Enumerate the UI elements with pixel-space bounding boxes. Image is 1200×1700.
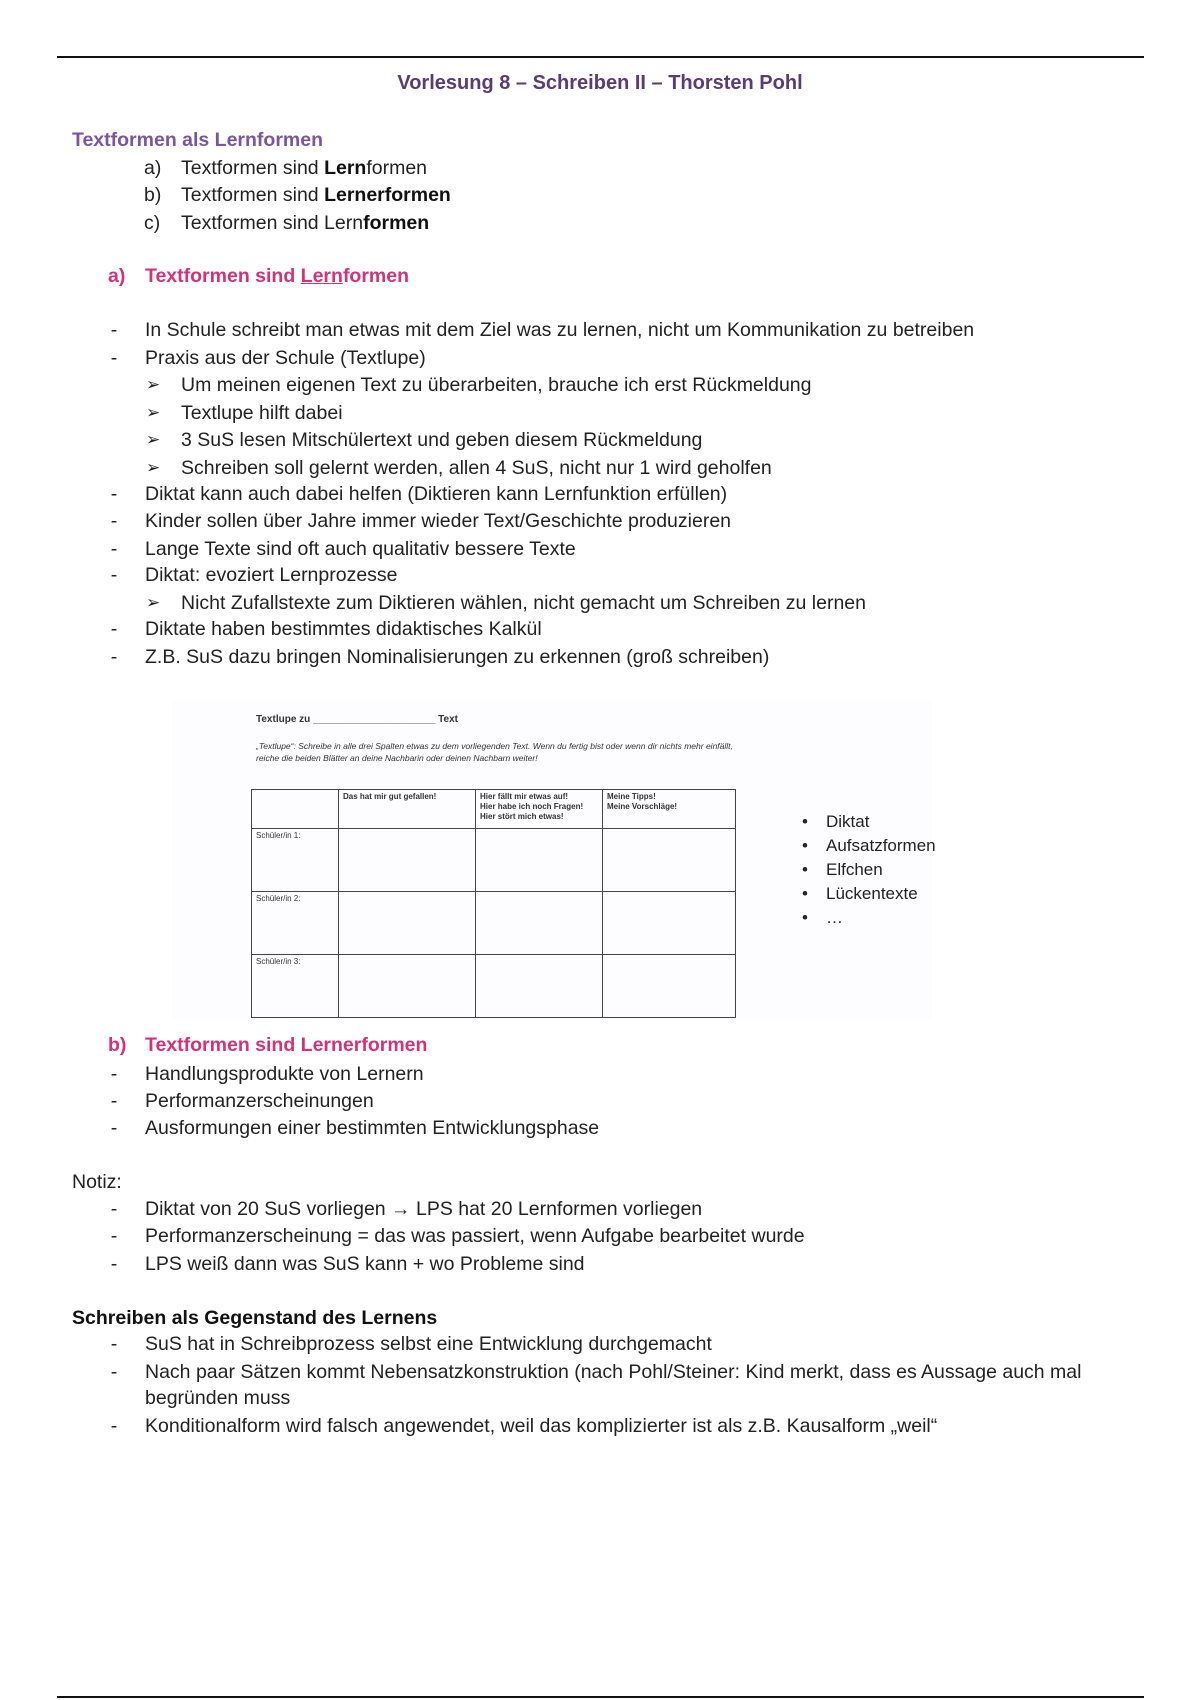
sub-bullet-text: Schreiben soll gelernt werden, allen 4 SuS, nicht nur 1 wird geholfen (181, 457, 772, 479)
bullet-dash: - (110, 1117, 118, 1139)
bullet-dot-icon: • (802, 860, 808, 879)
bullet-dash: - (110, 347, 118, 369)
row-label: Schüler/in 2: (252, 892, 339, 955)
page-title: Vorlesung 8 – Schreiben II – Thorsten Pohl (397, 72, 803, 94)
bullet-dash: - (110, 1198, 118, 1220)
bullet-text: Ausformungen einer bestimmten Entwicklungsphase (145, 1117, 600, 1139)
table-cell (476, 955, 603, 1018)
bullet-dot-icon: • (802, 908, 808, 927)
table-cell (476, 829, 603, 892)
bullet-dash: - (110, 1253, 118, 1275)
table-row (252, 892, 736, 955)
bullet-dash: - (110, 319, 118, 341)
arrow-bullet-icon: ➢ (146, 403, 161, 422)
bullet-text: Diktat: evoziert Lernprozesse (145, 564, 398, 586)
bullet-dash: - (110, 1415, 118, 1437)
list-item: • Aufsatzformen (802, 834, 936, 858)
table-cell (476, 892, 603, 955)
table-header-cell: Das hat mir gut gefallen! (339, 790, 476, 829)
bullet-dash: - (110, 1333, 118, 1355)
sub-bullet-text: 3 SuS lesen Mitschülertext und geben diesem Rückmeldung (181, 429, 703, 451)
intro-heading: Textformen als Lernformen (72, 129, 324, 151)
bullet-dash: - (110, 1225, 118, 1247)
bullet-text: Performanzerscheinung = das was passiert, wenn Aufgabe bearbeitet wurde (145, 1225, 805, 1247)
row-label: Schüler/in 3: (252, 955, 339, 1018)
arrow-bullet-icon: ➢ (146, 430, 161, 449)
bullet-text: Kinder sollen über Jahre immer wieder Text/Geschichte produzieren (145, 510, 732, 532)
bullet-text: SuS hat in Schreibprozess selbst eine Entwicklung durchgemacht (145, 1333, 712, 1355)
bullet-dash: - (110, 1361, 118, 1383)
intro-item-label: a) (144, 157, 162, 179)
section-b-heading: Textformen sind Lernerformen (145, 1034, 428, 1056)
intro-item-text: Textformen sind Lernerformen (181, 184, 451, 206)
table-header-cell: Meine Tipps! Meine Vorschläge! (603, 790, 736, 829)
intro-item-label: c) (144, 212, 161, 234)
bullet-dash: - (110, 646, 118, 668)
bullet-text: Diktate haben bestimmtes didaktisches Kalkül (145, 618, 542, 640)
table-cell (603, 892, 736, 955)
bullet-text: LPS weiß dann was SuS kann + wo Probleme sind (145, 1253, 585, 1275)
bullet-text: Nach paar Sätzen kommt Nebensatzkonstruktion (nach Pohl/Steiner: Kind merkt, dass es Aussage auch mal (145, 1361, 1082, 1383)
textlupe-table (251, 789, 736, 1018)
intro-item-text: Textformen sind Lernformen (181, 212, 430, 234)
table-row (252, 829, 736, 892)
bullet-text: Z.B. SuS dazu bringen Nominalisierungen zu erkennen (groß schreiben) (145, 646, 770, 668)
bullet-text: Konditionalform wird falsch angewendet, weil das komplizierter ist als z.B. Kausalform „weil“ (145, 1415, 938, 1437)
table-cell (339, 955, 476, 1018)
table-cell (339, 892, 476, 955)
schreiben-heading: Schreiben als Gegenstand des Lernens (72, 1307, 438, 1329)
bullet-dash: - (110, 1090, 118, 1112)
list-item: • Diktat (802, 810, 936, 834)
row-label: Schüler/in 1: (252, 829, 339, 892)
bullet-text: Praxis aus der Schule (Textlupe) (145, 347, 426, 369)
intro-item-c (144, 211, 430, 235)
table-cell (339, 829, 476, 892)
sub-bullet-text: Textlupe hilft dabei (181, 402, 343, 424)
bullet-dash: - (110, 1063, 118, 1085)
textform-list (802, 810, 936, 930)
table-corner-cell (252, 790, 339, 829)
table-cell (603, 955, 736, 1018)
bullet-dash: - (110, 564, 118, 586)
bullet-dot-icon: • (802, 812, 808, 831)
notiz-heading: Notiz: (72, 1171, 122, 1193)
arrow-bullet-icon: ➢ (146, 593, 161, 612)
bottom-rule (57, 1696, 1144, 1698)
intro-item-a (144, 156, 428, 180)
bullet-dash: - (110, 483, 118, 505)
bullet-dash: - (110, 538, 118, 560)
bullet-text: Diktat von 20 SuS vorliegen → LPS hat 20 Lernformen vorliegen (145, 1198, 703, 1220)
section-a-label: a) (108, 265, 126, 287)
intro-item-text: Textformen sind Lernformen (181, 157, 428, 179)
list-item: • Elfchen (802, 858, 936, 882)
textlupe-instruction: „Textlupe“: Schreibe in alle drei Spalten etwas zu dem vorliegenden Text. Wenn du fertig bist oder wenn dir nichts mehr einfällt, reiche die beiden Blätter an deine Nachbarin oder deinen Nachbarn weiter! (256, 741, 733, 763)
bullet-text: In Schule schreibt man etwas mit dem Ziel was zu lernen, nicht um Kommunikation zu betreiben (145, 319, 975, 341)
bullet-dash: - (110, 618, 118, 640)
list-item: • … (802, 906, 936, 930)
bullet-text-continued: begründen muss (145, 1387, 291, 1409)
top-rule (57, 56, 1144, 58)
intro-item-b (144, 183, 451, 207)
arrow-bullet-icon: ➢ (146, 375, 161, 394)
table-header-cell: Hier fällt mir etwas auf! Hier habe ich noch Fragen! Hier stört mich etwas! (476, 790, 603, 829)
intro-item-label: b) (144, 184, 162, 206)
bullet-dash: - (110, 510, 118, 532)
bullet-dot-icon: • (802, 884, 808, 903)
bullet-text: Handlungsprodukte von Lernern (145, 1063, 424, 1085)
section-a-heading: Textformen sind Lernformen (145, 265, 410, 287)
table-cell (603, 829, 736, 892)
bullet-text: Lange Texte sind oft auch qualitativ bessere Texte (145, 538, 576, 560)
textlupe-figure (172, 700, 936, 1020)
sub-bullet-text: Nicht Zufallstexte zum Diktieren wählen, nicht gemacht um Schreiben zu lernen (181, 592, 866, 614)
textlupe-title: Textlupe zu ______________________ Text (256, 714, 458, 725)
bullet-text: Performanzerscheinungen (145, 1090, 374, 1112)
bullet-text: Diktat kann auch dabei helfen (Diktieren kann Lernfunktion erfüllen) (145, 483, 728, 505)
section-b-label: b) (108, 1034, 127, 1056)
list-item: • Lückentexte (802, 882, 936, 906)
table-row (252, 955, 736, 1018)
arrow-bullet-icon: ➢ (146, 458, 161, 477)
sub-bullet-text: Um meinen eigenen Text zu überarbeiten, brauche ich erst Rückmeldung (181, 374, 812, 396)
bullet-dot-icon: • (802, 836, 808, 855)
